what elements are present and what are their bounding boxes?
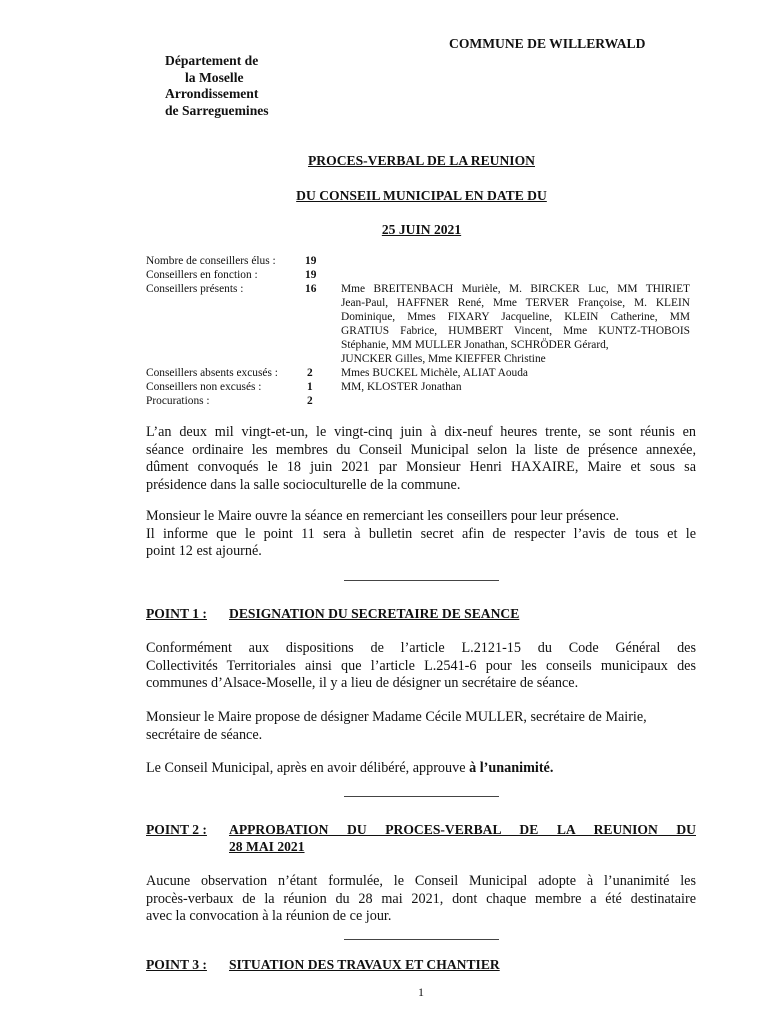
point1-label [146, 606, 207, 623]
departement-line: la Moselle [185, 69, 244, 85]
attendance-values-lower [307, 366, 313, 408]
attendance-value: 2 [307, 367, 313, 379]
absents-names [341, 366, 528, 394]
point1-paragraph-2 [146, 709, 696, 744]
intro-paragraph-2 [146, 508, 696, 561]
point2-title-line1: APPROBATION DU PROCES-VERBAL DE LA REUNION DU [229, 822, 696, 837]
text-line: Monsieur le Maire ouvre la séance en remerciant les conseillers pour leur présence. [146, 508, 620, 524]
departement-line: Arrondissement [165, 86, 259, 101]
attendance-value: 19 [305, 269, 317, 282]
commune-name: COMMUNE DE WILLERWALD [449, 36, 646, 51]
attendance-label: Conseillers absents excusés : [146, 367, 278, 379]
presents-list [341, 282, 690, 367]
non-excuses-names: MM, KLOSTER Jonathan [341, 381, 462, 394]
text-line: communes d’Alsace-Moselle, il y a lieu de désigner un secrétaire de séance. [146, 675, 579, 691]
text-line: avec la convocation à la réunion de ce jour. [146, 908, 392, 924]
presents-line: Jean-Paul, HAFFNER René, Mme TERVER Françoise, M. KLEIN [341, 297, 690, 310]
section-separator [344, 796, 499, 797]
point3-title: SITUATION DES TRAVAUX ET CHANTIER [229, 957, 500, 972]
attendance-value: 2 [307, 395, 313, 408]
text-line: Conformément aux dispositions de l’article L.2121-15 du Code Général des [146, 640, 696, 656]
attendance-value: 19 [305, 255, 317, 267]
text-line: L’an deux mil vingt-et-un, le vingt-cinq juin à dix-neuf heures trente, se sont réunis en [146, 424, 696, 440]
departement-line: Département de [165, 53, 259, 68]
attendance-value: 1 [307, 381, 313, 394]
text-line: séance ordinaire les membres du Conseil Municipal selon la liste de présence annexée, [146, 441, 696, 458]
presents-line: Stéphanie, MM MULLER Jonathan, SCHRÖDER Gérard, [341, 339, 609, 352]
text-line: Il informe que le point 11 sera à bulletin secret afin de respecter l’avis de tous et le [146, 525, 696, 542]
section-separator [344, 939, 499, 940]
attendance-labels [146, 254, 276, 296]
text-line: dûment convoqués le 18 juin 2021 par Monsieur Henri HAXAIRE, Maire et sous sa [146, 459, 696, 475]
attendance-label: Conseillers présents : [146, 283, 244, 296]
vote-text: Le Conseil Municipal, après en avoir délibéré, approuve [146, 760, 466, 776]
text-line: procès-verbaux de la réunion du 28 mai 2021, dont chaque membre a été destinataire [146, 890, 696, 907]
departement-line: de Sarreguemines [165, 102, 269, 118]
attendance-labels-lower [146, 366, 278, 408]
absents-excuses-names: Mmes BUCKEL Michèle, ALIAT Aouda [341, 367, 528, 379]
section-separator [344, 580, 499, 581]
page-number: 1 [418, 985, 424, 999]
point2-paragraph-1 [146, 873, 696, 926]
text-line: point 12 est ajourné. [146, 543, 262, 559]
text-line: secrétaire de séance. [146, 726, 263, 743]
document-title-date: 25 JUIN 2021 [381, 222, 462, 237]
point-number: POINT 1 : [146, 606, 207, 621]
attendance-label: Nombre de conseillers élus : [146, 255, 276, 267]
attendance-label: Conseillers non excusés : [146, 381, 262, 394]
attendance-label: Conseillers en fonction : [146, 269, 258, 282]
text-line: Monsieur le Maire propose de désigner Madame Cécile MULLER, secrétaire de Mairie, [146, 709, 647, 725]
presents-line: Dominique, Mmes FIXARY Jacqueline, KLEIN Catherine, MM [341, 311, 690, 324]
point-number: POINT 3 : [146, 957, 207, 972]
attendance-label: Procurations : [146, 395, 210, 408]
departement-block [160, 53, 290, 119]
point3-label [146, 957, 207, 974]
text-line: présidence dans la salle socioculturelle de la commune. [146, 476, 461, 493]
document-title-line2: DU CONSEIL MUNICIPAL EN DATE DU [296, 188, 547, 203]
presents-line: GRATIUS Fabrice, HUMBERT Vincent, Mme KUNTZ-THOBOIS [341, 325, 690, 338]
point2-title-line2: 28 MAI 2021 [229, 839, 305, 854]
vote-result: à l’unanimité. [469, 760, 554, 776]
text-line: Collectivités Territoriales ainsi que l’article L.2541-6 pour les conseils municipaux des [146, 657, 696, 674]
point1-paragraph-1 [146, 640, 696, 693]
point1-title: DESIGNATION DU SECRETAIRE DE SEANCE [229, 606, 520, 621]
attendance-values [305, 254, 316, 296]
point1-vote [146, 760, 553, 778]
intro-paragraph-1 [146, 424, 696, 494]
point-number: POINT 2 : [146, 822, 207, 837]
attendance-value: 16 [305, 283, 317, 296]
text-line: Aucune observation n’étant formulée, le Conseil Municipal adopte à l’unanimité les [146, 873, 696, 889]
presents-line: JUNCKER Gilles, Mme KIEFFER Christine [341, 353, 546, 366]
point2-label [146, 822, 207, 839]
document-title-line1: PROCES-VERBAL DE LA REUNION [308, 153, 535, 168]
presents-line: Mme BREITENBACH Murièle, M. BIRCKER Luc, MM THIRIET [341, 283, 690, 295]
